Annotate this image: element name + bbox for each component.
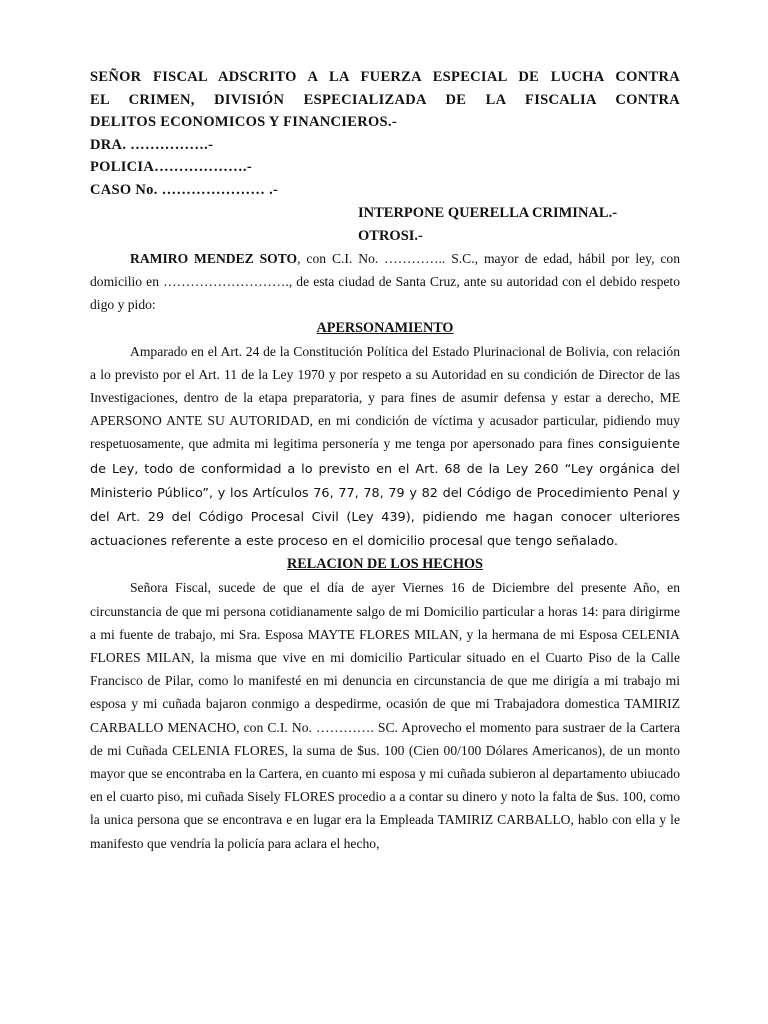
intro-paragraph bbox=[90, 247, 680, 317]
document-header bbox=[90, 66, 680, 201]
apersonamiento-emphasis: ME APERSONO ANTE SU AUTORIDAD bbox=[90, 390, 680, 429]
plaintiff-name: RAMIRO MENDEZ SOTO bbox=[130, 251, 298, 266]
subject-title: INTERPONE QUERELLA CRIMINAL.- bbox=[358, 205, 618, 221]
header-policia-line: POLICIA……………….- bbox=[90, 159, 252, 175]
apersonamiento-text-3: consiguiente de Ley, todo de conformidad a lo previsto en el Art. 68 de la Ley 260 “Ley orgánica del Ministerio Público”, y los Artículos 76, 77, 78, 79 y 82 del Código de Procedimiento Penal y del Art. 29 del Código Procesal Civil (Ley 439), pidiendo me hagan conocer ulteriores actuaciones referente a este proceso en el domicilio procesal que tengo señalado. bbox=[90, 437, 680, 550]
apersonamiento-paragraph bbox=[90, 340, 680, 554]
hechos-paragraph: Señora Fiscal, sucede de que el día de ayer Viernes 16 de Diciembre del presente Año, en circunstancia de que mi persona cotidianamente salgo de mi Domicilio particular a horas 14: para dirigirme a mi fuente de trabajo, mi Sra. Esposa MAYTE FLORES MILAN, y la hermana de mi Esposa CELENIA FLORES MILAN, la misma que vive en mi domicilio Particular situado en el Cuarto Piso de la Calle Francisco de Pilar, como lo manifesté en mi denuncia en circunstancia de que me dirigía a mi trabajo mi esposa y mi cuñada bajaron conmigo a despedirme, ocasión de que mi Trabajadora domestica TAMIRIZ CARBALLO MENACHO, con C.I. No. …………. SC. Aprovecho el momento para sustraer de la Cartera de mi Cuñada CELENIA FLORES, la suma de $us. 100 (Cien 00/100 Dólares Americanos), de un monto mayor que se encontraba en la Cartera, en cuanto mi esposa y mi cuñada subieron al departamento ubiucado en el cuarto piso, mi cuñada Sisely FLORES procedio a a contar su dinero y noto la falta de $us. 100, como la unica persona que se encontrava e en lugar era la Empleada TAMIRIZ CARBALLO, hablo con ella y le manifesto que vendría la policía para aclara el hecho, bbox=[90, 580, 680, 851]
subject-block bbox=[358, 202, 680, 247]
header-dra-line: DRA. …………….- bbox=[90, 136, 214, 153]
header-addressee-line-2: EL CRIMEN, DIVISIÓN ESPECIALIZADA DE LA FISCALIA CONTRA bbox=[90, 91, 680, 108]
apersonamiento-text-2: , en mi condición de víctima y acusador particular, pidiendo muy respetuosamente, que admita mi legitima personería y me tenga por apersonado para fines bbox=[90, 413, 680, 452]
section-heading-relacion-hechos: RELACION DE LOS HECHOS bbox=[287, 556, 483, 573]
apersonamiento-text-1: Amparado en el Art. 24 de la Constitución Política del Estado Plurinacional de Bolivia, con relación a lo previsto por el Art. 11 de la Ley 1970 y por respeto a su Autoridad en su condición de Director de las Investigaciones, dentro de la etapa preparatoria, y para fines de asumir defensa y estar a derecho, bbox=[90, 343, 680, 406]
subject-otrosi: OTROSI.- bbox=[358, 227, 423, 244]
intro-text: , con C.I. No. ………….. S.C., mayor de edad, hábil por ley, con domicilio en ………………………., de esta ciudad de Santa Cruz, ante su autoridad con el debido respeto digo y pido: bbox=[90, 251, 681, 313]
section-heading-apersonamiento: APERSONAMIENTO bbox=[316, 319, 454, 336]
header-addressee-line-3: DELITOS ECONOMICOS Y FINANCIEROS.- bbox=[90, 114, 397, 130]
header-addressee-line-1: SEÑOR FISCAL ADSCRITO A LA FUERZA ESPECIAL DE LUCHA CONTRA bbox=[90, 69, 680, 85]
header-caso-line: CASO No. ………………… .- bbox=[90, 181, 279, 198]
